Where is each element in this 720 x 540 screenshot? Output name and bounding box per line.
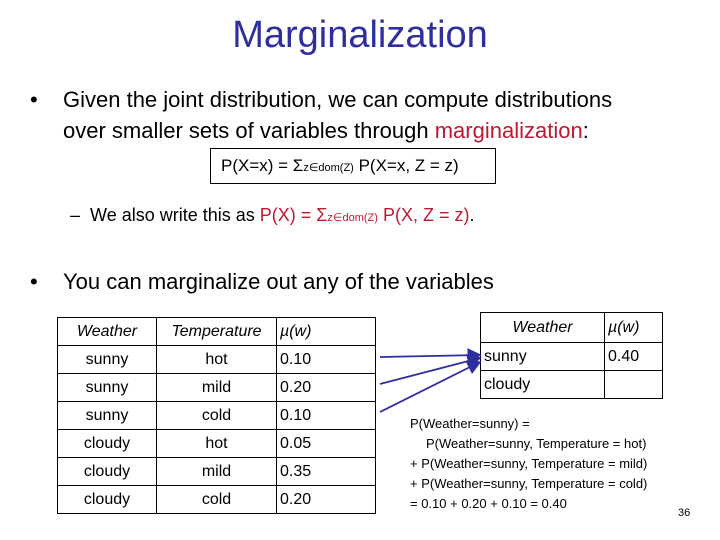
sub-bullet-formula-post: P(X, Z = z) (377, 205, 470, 225)
table-cell: cloudy (58, 486, 157, 514)
sub-bullet-formula-pre: P(X) = Σ (259, 205, 328, 225)
arrow-hot (380, 355, 480, 357)
table-cell: hot (157, 430, 277, 458)
table-cell: 0.20 (277, 486, 376, 514)
calc-line: = 0.10 + 0.20 + 0.10 = 0.40 (410, 496, 567, 511)
bullet-dot: • (30, 269, 38, 294)
bullet-dot: • (30, 87, 38, 112)
table-cell: sunny (481, 343, 605, 371)
bullet-1-line-2-prefix: over smaller sets of variables through (63, 118, 435, 143)
formula-subscript: z∈dom(Z) (303, 162, 354, 174)
header-weather: Weather (58, 318, 157, 346)
arrow-mild (380, 358, 480, 384)
table-cell: sunny (58, 346, 157, 374)
table-cell: cold (157, 486, 277, 514)
calc-line: + P(Weather=sunny, Temperature = cold) (410, 476, 648, 491)
table-cell: 0.10 (277, 402, 376, 430)
table-cell: 0.10 (277, 346, 376, 374)
table-cell: 0.20 (277, 374, 376, 402)
slide-title: Marginalization (232, 14, 488, 56)
marginalization-term: marginalization (434, 118, 583, 143)
calc-line: + P(Weather=sunny, Temperature = mild) (410, 456, 648, 471)
table-cell: 0.05 (277, 430, 376, 458)
bullet-1-line-2-suffix: : (582, 118, 589, 143)
header-temperature: Temperature (157, 318, 277, 346)
arrow-cold (380, 362, 480, 412)
table-cell: cold (157, 402, 277, 430)
table-cell: cloudy (58, 458, 157, 486)
table-cell: 0.35 (277, 458, 376, 486)
formula-lhs: P(X=x) = Σ (221, 156, 304, 175)
table-cell: cloudy (58, 430, 157, 458)
header-weather: Weather (481, 313, 605, 343)
table-cell: mild (157, 374, 277, 402)
page-number: 36 (678, 507, 691, 519)
table-cell: cloudy (481, 371, 605, 399)
bullet-2-text: You can marginalize out any of the variables (63, 269, 494, 294)
sub-bullet-prefix: We also write this as (90, 205, 260, 225)
table-cell: sunny (58, 374, 157, 402)
calc-line: P(Weather=sunny) = (410, 416, 530, 431)
header-mu: µ(w) (605, 313, 663, 343)
sub-bullet-subscript: z∈dom(Z) (327, 212, 378, 224)
bullet-1-line-1: Given the joint distribution, we can compute distributions (63, 87, 613, 112)
header-mu: µ(w) (277, 318, 376, 346)
calc-line: P(Weather=sunny, Temperature = hot) (426, 436, 647, 451)
table-cell: sunny (58, 402, 157, 430)
sunny-marginal-calculation (410, 414, 647, 514)
table-cell: mild (157, 458, 277, 486)
sub-bullet-dash: – (70, 205, 81, 225)
table-cell: hot (157, 346, 277, 374)
sub-bullet-suffix: . (469, 205, 475, 225)
formula-rhs: P(X=x, Z = z) (353, 156, 459, 175)
table-cell: 0.40 (605, 343, 663, 371)
